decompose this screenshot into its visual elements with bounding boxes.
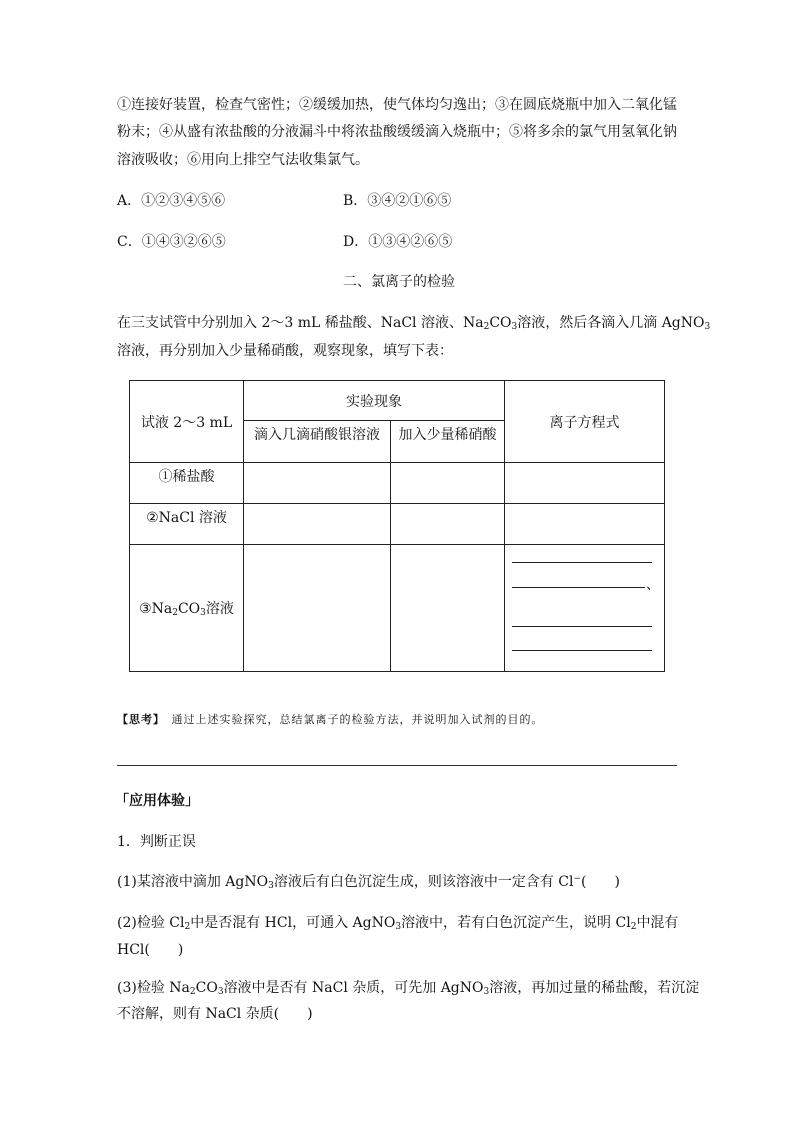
row-hcl-agno3-cell [244, 463, 391, 504]
section-title: 二、氯离子的检验 [343, 274, 455, 290]
answer-blank-1[interactable] [512, 562, 652, 563]
statement-3-line-1: (3)检验 $Na_2CO_3$溶液中是否有 NaCl 杂质，可先加 AgNO$_3$溶液，再加过量的稀盐酸，若沉淀 [117, 980, 700, 997]
row-nacl-label: ②NaCl 溶液 [130, 504, 244, 545]
header-sample: 试液 2～3 mL [130, 381, 244, 463]
row-hcl-equation-cell [505, 463, 665, 504]
row-hcl-hno3-cell [391, 463, 505, 504]
option-c: C．①④③②⑥⑤ [117, 234, 226, 250]
header-add-agno3: 滴入几滴硝酸银溶液 [244, 421, 391, 463]
intro-line-1: 在三支试管中分别加入 2～3 mL 稀盐酸、NaCl 溶液、$Na_2CO_3$溶液，然后各滴入几滴 AgNO$_3$ [117, 315, 711, 332]
answer-blank-4[interactable] [512, 650, 652, 651]
steps-line-1: ①连接好装置，检查气密性；②缓缓加热，使气体均匀逸出；③在圆底烧瓶中加入二氧化锰 [117, 97, 677, 113]
row-na2co3-label: $③Na_2CO_3$溶液 [130, 545, 244, 672]
statement-3-line-2: 不溶解，则有 NaCl 杂质( ) [117, 1006, 313, 1022]
answer-blank-2[interactable] [512, 587, 645, 588]
statement-2-line-1: (2)检验 $Cl_2$中是否混有 HCl，可通入 AgNO$_3$溶液中，若有白色沉淀产生，说明 $Cl_2$中混有 [117, 915, 679, 932]
row-nacl-hno3-cell [391, 504, 505, 545]
row-nacl-equation-cell [505, 504, 665, 545]
steps-line-3: 溶液吸收；⑥用向上排空气法收集氯气。 [117, 152, 369, 168]
row-nacl-agno3-cell [244, 504, 391, 545]
header-add-hno3: 加入少量稀硝酸 [391, 421, 505, 463]
steps-line-2: 粉末；④从盛有浓盐酸的分液漏斗中将浓盐酸缓缓滴入烧瓶中；⑤将多余的氯气用氢氧化钠 [117, 124, 677, 140]
header-equation: 离子方程式 [505, 381, 665, 463]
section-divider [117, 765, 677, 766]
row-na2co3-equation-cell [505, 545, 665, 672]
header-phenomenon: 实验现象 [244, 381, 505, 421]
statement-2-line-2: HCl( ) [117, 942, 184, 958]
row-na2co3-agno3-cell [244, 545, 391, 672]
option-b: B．③④②①⑥⑤ [343, 193, 452, 209]
option-a: A．①②③④⑤⑥ [117, 193, 226, 209]
option-d: D．①③④②⑥⑤ [343, 234, 453, 250]
row-hcl-label: ①稀盐酸 [130, 463, 244, 504]
think-paragraph [117, 711, 544, 727]
answer-blank-3[interactable] [512, 626, 652, 627]
experiment-table [129, 380, 665, 672]
row-na2co3-hno3-cell [391, 545, 505, 672]
intro-line-2: 溶液，再分别加入少量稀硝酸，观察现象，填写下表： [117, 343, 453, 359]
statement-1: (1)某溶液中滴加 AgNO$_3$溶液后有白色沉淀生成，则该溶液中一定含有 Cl−( ) [117, 874, 620, 891]
question-1-title: 1．判断正误 [117, 834, 196, 850]
think-text: 通过上述实验探究，总结氯离子的检验方法，并说明加入试剂的目的。 [171, 713, 544, 726]
answer-separator: 、 [646, 577, 660, 593]
think-label: 【思考】 [117, 713, 160, 726]
apply-title: 「应用体验」 [115, 793, 199, 809]
